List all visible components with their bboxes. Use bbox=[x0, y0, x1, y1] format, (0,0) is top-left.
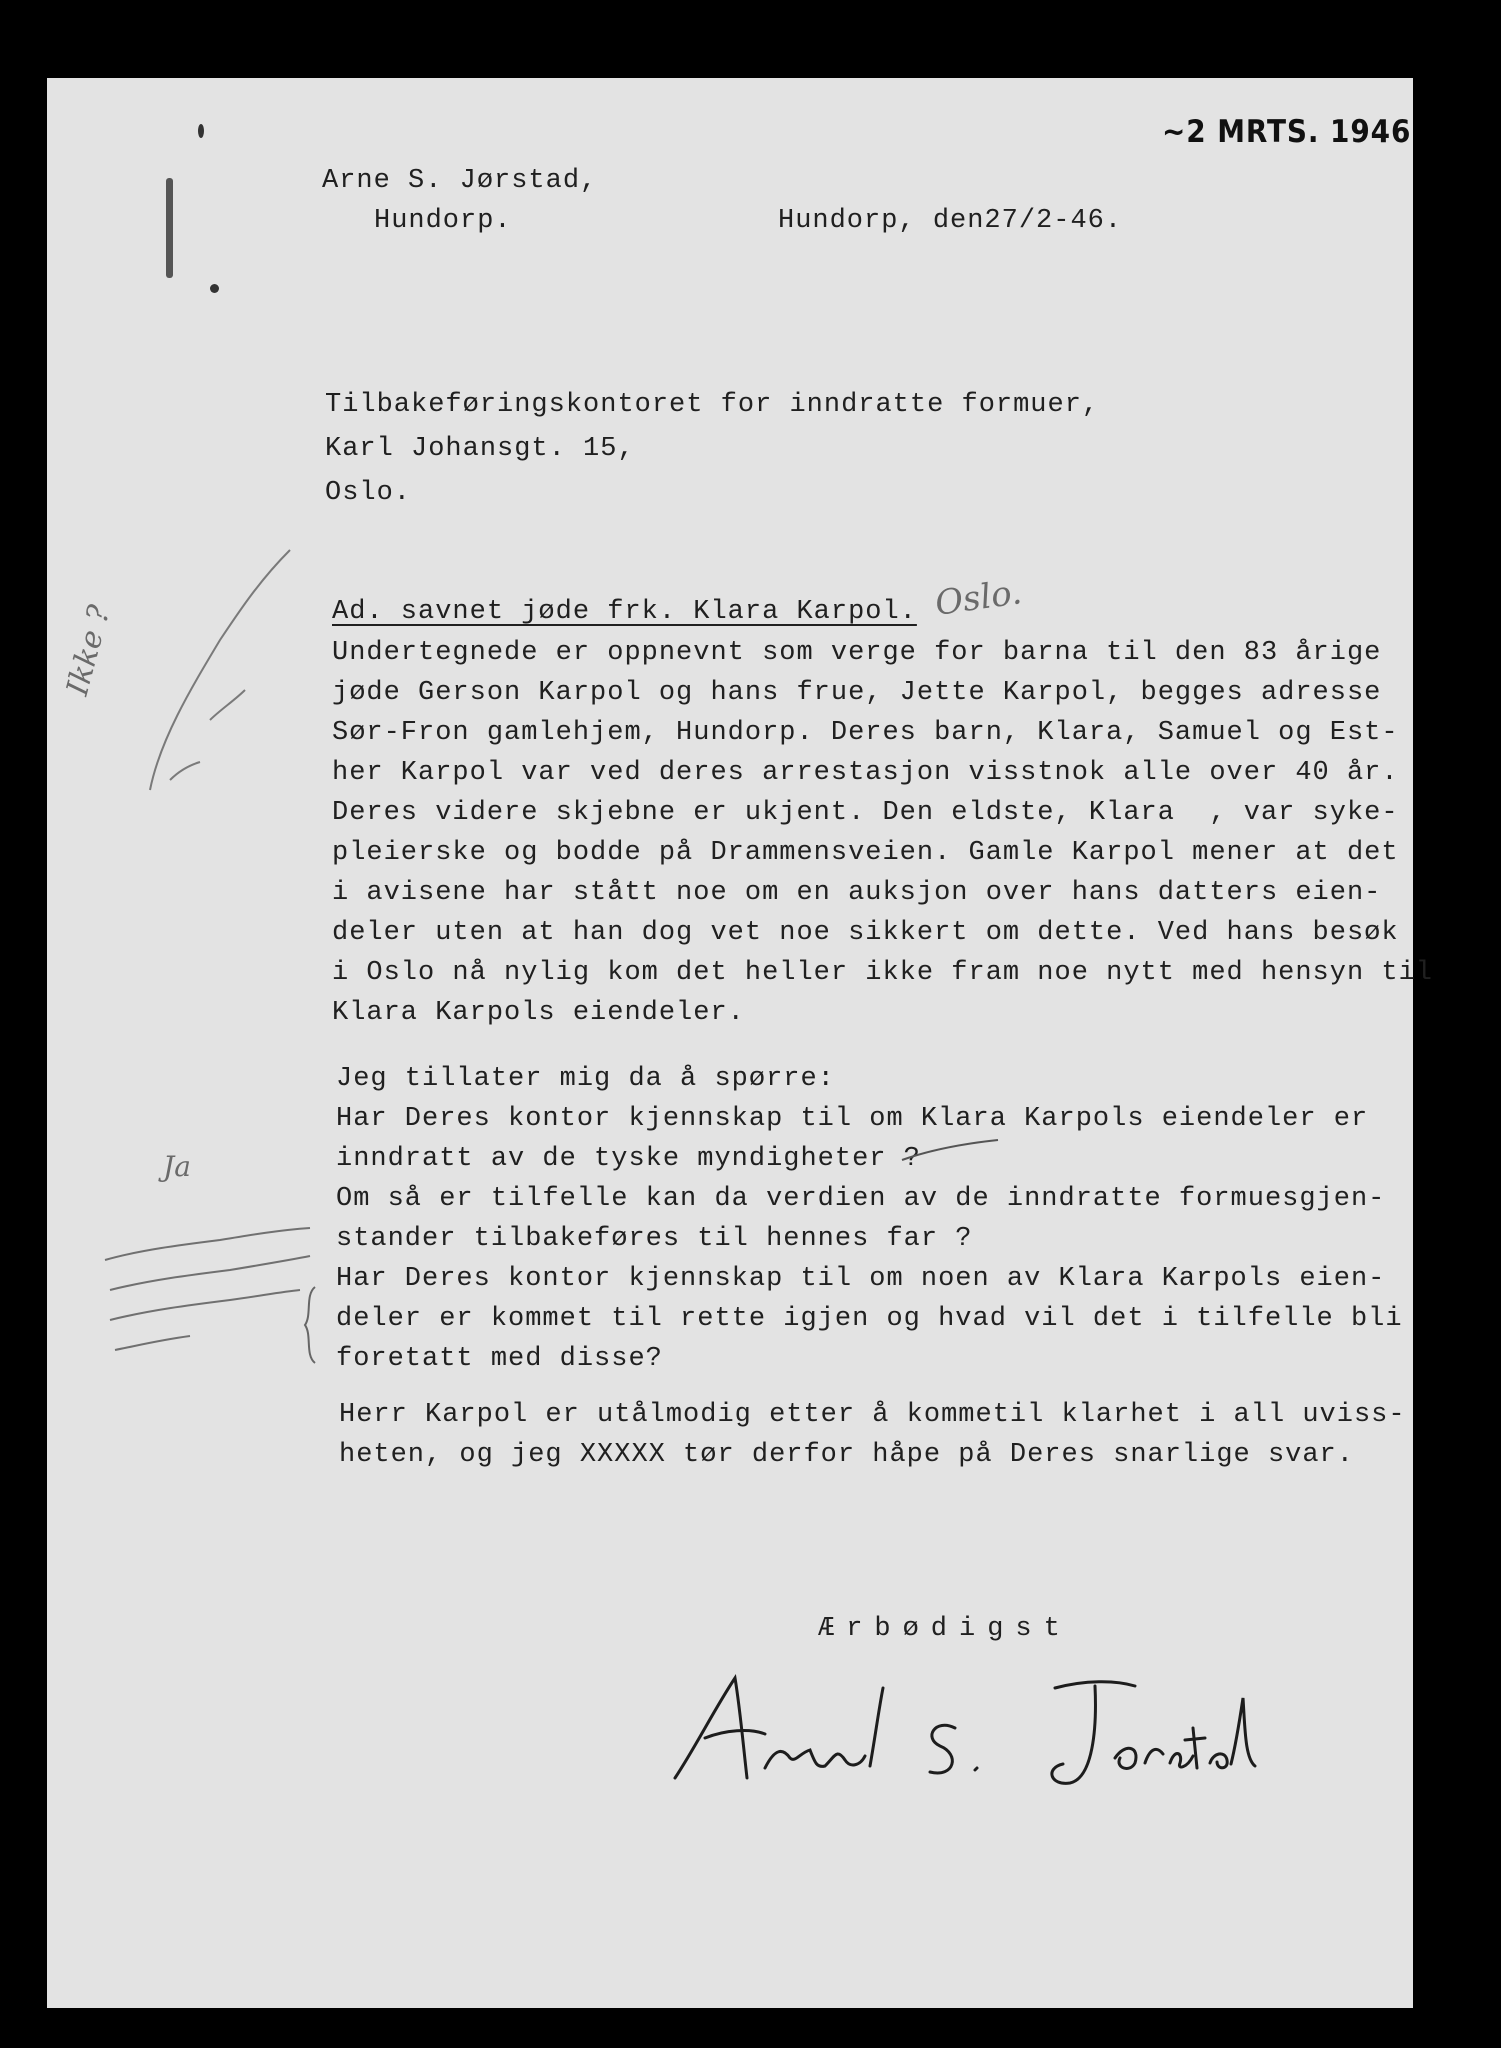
body-line: pleierske og bodde på Drammensveien. Gamle Karpol mener at det bbox=[332, 838, 1399, 868]
sender-name: Arne S. Jørstad, bbox=[322, 166, 598, 196]
letter-date: Hundorp, den27/2-46. bbox=[778, 206, 1123, 236]
salutation: Ærbødigst bbox=[818, 1614, 1072, 1644]
recipient-line-1: Tilbakeføringskontoret for inndratte formuer, bbox=[325, 390, 1100, 420]
handwritten-ja: Ja bbox=[163, 1150, 191, 1183]
body-line: Undertegnede er oppnevnt som verge for barna til den 83 årige bbox=[332, 638, 1382, 668]
signature bbox=[665, 1668, 1265, 1788]
brace-mark bbox=[300, 1285, 320, 1365]
received-stamp: ~2 MRTS. 1946 bbox=[1162, 114, 1412, 150]
subject-line: Ad. savnet jøde frk. Klara Karpol. bbox=[332, 597, 917, 627]
underline-stroke bbox=[900, 1138, 1000, 1168]
hole-mark bbox=[198, 124, 204, 138]
margin-mark bbox=[166, 178, 173, 278]
questions-line: inndratt av de tyske myndigheter ? bbox=[336, 1144, 921, 1174]
sender-place: Hundorp. bbox=[374, 206, 512, 236]
margin-scribble bbox=[60, 540, 320, 800]
closing-line: heten, og jeg XXXXX tør derfor håpe på Deres snarlige svar. bbox=[339, 1440, 1354, 1470]
hole-mark bbox=[210, 284, 219, 293]
questions-line: Har Deres kontor kjennskap til om noen av Klara Karpols eien- bbox=[336, 1264, 1386, 1294]
handwritten-oslo: Oslo. bbox=[932, 572, 1025, 624]
body-line: Klara Karpols eiendeler. bbox=[332, 998, 745, 1028]
body-line: i Oslo nå nylig kom det heller ikke fram noe nytt med hensyn til bbox=[332, 958, 1433, 988]
margin-handwriting: Ikke ? bbox=[60, 601, 118, 700]
questions-line: deler er kommet til rette igjen og hvad vil det i tilfelle bli bbox=[336, 1304, 1403, 1334]
body-line: her Karpol var ved deres arrestasjon visstnok alle over 40 år. bbox=[332, 758, 1399, 788]
questions-line: Jeg tillater mig da å spørre: bbox=[336, 1064, 835, 1094]
body-line: deler uten at han dog vet noe sikkert om dette. Ved hans besøk bbox=[332, 918, 1399, 948]
body-line: Deres videre skjebne er ukjent. Den eldste, Klara , var syke- bbox=[332, 798, 1399, 828]
closing-line: Herr Karpol er utålmodig etter å kommetil klarhet i all uviss- bbox=[339, 1400, 1406, 1430]
body-line: Sør-Fron gamlehjem, Hundorp. Deres barn, Klara, Samuel og Est- bbox=[332, 718, 1399, 748]
questions-line: Om så er tilfelle kan da verdien av de inndratte formuesgjen- bbox=[336, 1184, 1386, 1214]
recipient-line-3: Oslo. bbox=[325, 478, 412, 508]
margin-note bbox=[100, 1220, 320, 1370]
body-line: i avisene har stått noe om en auksjon over hans datters eien- bbox=[332, 878, 1382, 908]
questions-line: foretatt med disse? bbox=[336, 1344, 663, 1374]
questions-line: Har Deres kontor kjennskap til om Klara Karpols eiendeler er bbox=[336, 1104, 1369, 1134]
recipient-line-2: Karl Johansgt. 15, bbox=[325, 434, 635, 464]
body-line: jøde Gerson Karpol og hans frue, Jette Karpol, begges adresse bbox=[332, 678, 1382, 708]
questions-line: stander tilbakeføres til hennes far ? bbox=[336, 1224, 973, 1254]
